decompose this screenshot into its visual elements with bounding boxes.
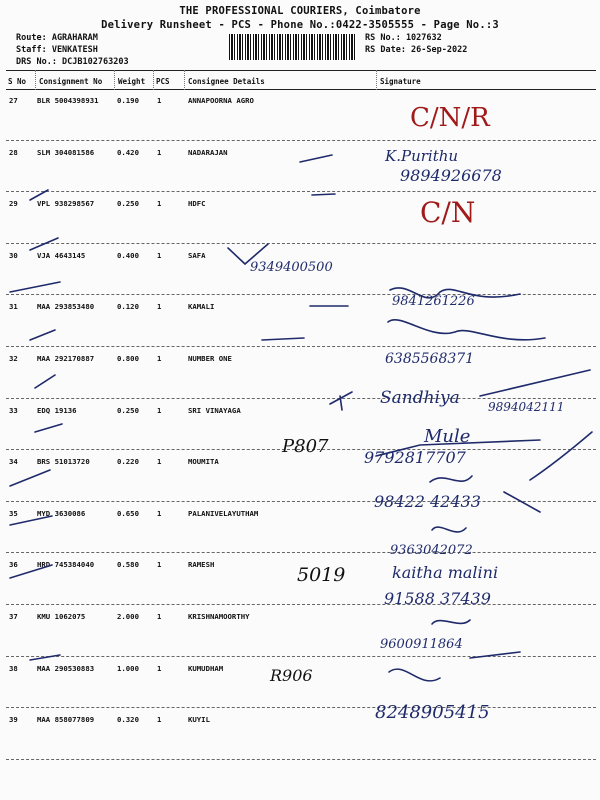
- row-consignee: KUYIL: [188, 715, 210, 725]
- row-tick: [35, 375, 55, 388]
- drs-number: DRS No.: DCJB102763203: [16, 57, 129, 67]
- row-tick: [10, 516, 52, 525]
- handwritten-signature: kaitha malini: [392, 563, 499, 582]
- pen-stroke: [480, 370, 590, 396]
- handwritten-note: P807: [282, 436, 329, 457]
- row-weight: 0.650: [117, 508, 139, 518]
- row-pcs: 1: [157, 715, 162, 725]
- pen-stroke: [330, 392, 352, 410]
- row-consignment-no: MYD 3630086: [37, 508, 86, 518]
- row-consignee: KAMALI: [188, 302, 215, 312]
- row-pcs: 1: [157, 663, 162, 673]
- row-pcs: 1: [157, 612, 162, 621]
- row-pcs: 1: [157, 354, 162, 363]
- handwritten-note: K.Purithu: [385, 147, 459, 165]
- row-tick: [10, 565, 52, 578]
- row-consignee: KRISHNAMOORTHY: [188, 612, 250, 621]
- handwritten-note: 98422 42433: [374, 492, 481, 511]
- row-weight: 0.320: [117, 715, 139, 725]
- row-consignment-no: BRS 51013720: [37, 457, 90, 467]
- signature-scribble: [430, 476, 472, 482]
- handwritten-note: 91588 37439: [384, 589, 491, 608]
- row-pcs: 1: [157, 250, 162, 260]
- handwritten-note: 5019: [297, 564, 346, 586]
- pen-stroke: [530, 432, 592, 480]
- row-tick: [30, 655, 60, 660]
- handwritten-note: R906: [270, 666, 313, 685]
- handwritten-note: C/N/R: [410, 103, 490, 133]
- row-tick: [10, 470, 50, 486]
- row-pcs: 1: [157, 302, 162, 312]
- signature-scribble: [432, 527, 466, 532]
- rs-number: RS No.: 1027632: [365, 33, 442, 43]
- row-weight: 0.400: [117, 250, 139, 260]
- row-pcs: 1: [157, 508, 162, 518]
- row-sno: 28: [9, 147, 18, 157]
- row-consignment-no: KMU 1062075: [37, 612, 86, 621]
- row-sno: 36: [9, 560, 18, 570]
- row-consignee: MOUMITA: [188, 457, 219, 467]
- col-header-pcs: PCS: [156, 77, 170, 86]
- row-weight: 0.220: [117, 457, 139, 467]
- row-pcs: 1: [157, 405, 162, 415]
- handwritten-note: 9792817707: [364, 448, 466, 467]
- company-title: THE PROFESSIONAL COURIERS, Coimbatore: [179, 5, 421, 17]
- handwritten-note: 9600911864: [380, 637, 463, 652]
- row-tick: [30, 238, 58, 250]
- col-header-signature: Signature: [380, 77, 421, 86]
- staff-label: Staff: VENKATESH: [16, 45, 98, 55]
- row-consignee: KUMUDHAM: [188, 663, 224, 673]
- row-consignee: ANNAPOORNA AGRO: [188, 96, 254, 105]
- col-header-consignee: Consignee Details: [188, 77, 265, 86]
- row-sno: 39: [9, 715, 18, 725]
- row-sno: 30: [9, 250, 18, 260]
- handwritten-note: 9349400500: [250, 260, 333, 275]
- row-pcs: 1: [157, 457, 162, 467]
- handwritten-note: C/N: [420, 196, 476, 229]
- row-consignment-no: MAA 292170887: [37, 354, 95, 363]
- row-weight: 0.580: [117, 560, 139, 570]
- row-sno: 32: [9, 354, 18, 363]
- row-sno: 38: [9, 663, 18, 673]
- row-weight: 0.250: [117, 199, 139, 209]
- col-header-sno: S No: [8, 77, 27, 86]
- row-tick: [30, 190, 48, 200]
- row-consignee: NUMBER ONE: [188, 354, 232, 363]
- row-weight: 0.420: [117, 147, 139, 157]
- row-weight: 0.190: [117, 96, 139, 105]
- row-consignment-no: VPL 938298567: [37, 199, 95, 209]
- route-label: Route: AGRAHARAM: [16, 33, 98, 43]
- row-consignee: SRI VINAYAGA: [188, 405, 241, 415]
- row-sno: 29: [9, 199, 18, 209]
- row-consignment-no: HRD 745384040: [37, 560, 95, 570]
- pen-stroke: [262, 338, 304, 340]
- signature-scribble: [389, 669, 440, 681]
- row-consignee: SAFA: [188, 250, 206, 260]
- row-consignee: NADARAJAN: [188, 147, 228, 157]
- row-tick: [35, 424, 62, 432]
- row-consignee: RAMESH: [188, 560, 215, 570]
- signature-scribble: [432, 620, 470, 624]
- row-consignment-no: MAA 290530883: [37, 663, 95, 673]
- row-weight: 0.800: [117, 354, 139, 363]
- row-consignment-no: VJA 4643145: [37, 250, 86, 260]
- handwritten-signature: Mule: [424, 426, 471, 447]
- col-header-consignment: Consignment No: [39, 77, 103, 86]
- row-sno: 33: [9, 405, 18, 415]
- handwritten-signature: Sandhiya: [380, 388, 460, 408]
- row-weight: 1.000: [117, 663, 139, 673]
- row-sno: 37: [9, 612, 18, 621]
- handwritten-note: 9894042111: [488, 400, 565, 414]
- signature-scribble: [388, 320, 545, 340]
- row-consignment-no: BLR 5004398931: [37, 96, 99, 105]
- pen-stroke: [300, 155, 332, 162]
- row-tick: [30, 330, 55, 340]
- row-consignment-no: MAA 858077809: [37, 715, 95, 725]
- row-sno: 35: [9, 508, 18, 518]
- handwritten-note: 8248905415: [375, 702, 490, 723]
- row-consignment-no: EDQ 19136: [37, 405, 77, 415]
- rs-date: RS Date: 26-Sep-2022: [365, 45, 468, 55]
- row-consignment-no: MAA 293853480: [37, 302, 95, 312]
- row-sno: 31: [9, 302, 18, 312]
- handwritten-note: 6385568371: [385, 351, 475, 367]
- pen-stroke: [312, 194, 335, 195]
- pen-stroke: [504, 492, 540, 512]
- row-consignment-no: SLM 304081586: [37, 147, 95, 157]
- row-weight: 0.250: [117, 405, 139, 415]
- row-consignee: HDFC: [188, 199, 206, 209]
- row-consignee: PALANIVELAYUTHAM: [188, 508, 259, 518]
- row-pcs: 1: [157, 147, 162, 157]
- row-weight: 2.000: [117, 612, 139, 621]
- handwritten-note: 9894926678: [400, 166, 502, 185]
- handwritten-note: 9841261226: [392, 294, 475, 309]
- row-sno: 34: [9, 457, 18, 467]
- row-weight: 0.120: [117, 302, 139, 312]
- handwritten-note: 9363042072: [390, 543, 473, 558]
- row-pcs: 1: [157, 96, 162, 105]
- runsheet-title: Delivery Runsheet - PCS - Phone No.:0422-3505555 - Page No.:3: [101, 19, 499, 31]
- col-header-weight: Weight: [118, 77, 146, 86]
- row-pcs: 1: [157, 560, 162, 570]
- row-sno: 27: [9, 96, 18, 105]
- pen-stroke: [470, 652, 520, 658]
- row-pcs: 1: [157, 199, 162, 209]
- row-tick: [10, 282, 60, 292]
